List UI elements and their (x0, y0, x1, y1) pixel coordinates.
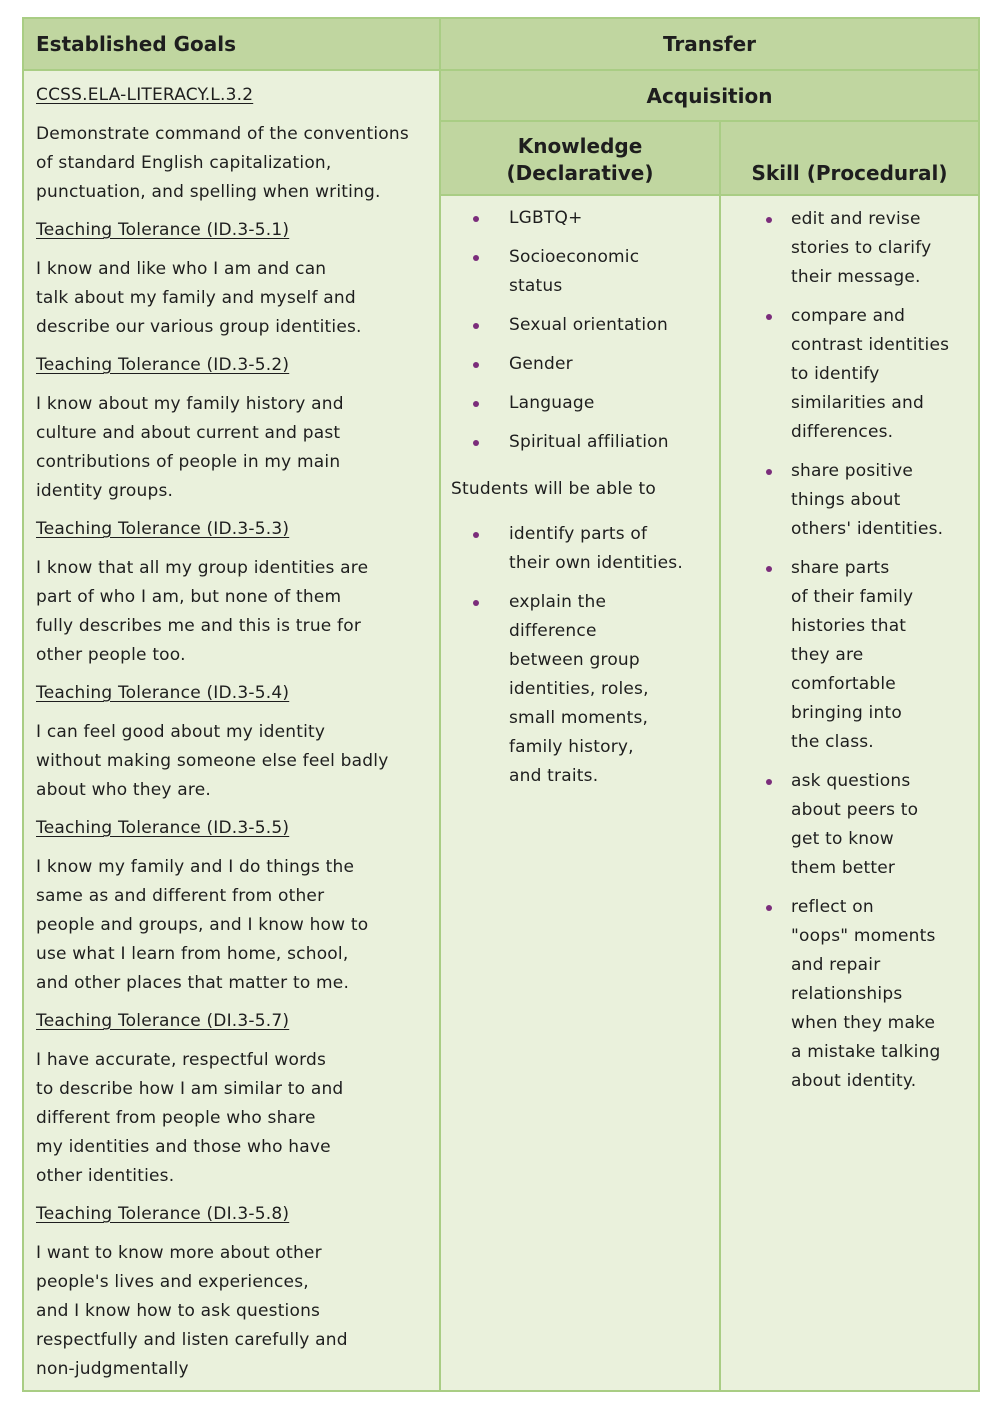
standard-link[interactable]: Teaching Tolerance (ID.3-5.5) (36, 818, 290, 838)
established-goals-header (22, 17, 441, 71)
acquisition-header (439, 69, 980, 122)
knowledge-cell (439, 194, 721, 1392)
skill-cell (719, 194, 980, 1392)
students-able-item: explain the difference between group identities, roles, small moments, family history, and traits. (451, 588, 719, 791)
students-able-item: identify parts of their own identities. (451, 520, 719, 578)
standard-link[interactable]: Teaching Tolerance (ID.3-5.1) (36, 220, 290, 240)
knowledge-item: Gender (451, 350, 719, 379)
standard-link[interactable]: Teaching Tolerance (ID.3-5.4) (36, 683, 290, 703)
standard-description: I can feel good about my identity without making someone else feel badly about who they are. (36, 722, 389, 800)
standard-description: I know my family and I do things the same as and different from other people and groups, and I know how to use what I learn from home, school, and other places that matter to me. (36, 857, 369, 993)
skill-item: ask questions about peers to get to know them better (731, 767, 978, 883)
transfer-title: Transfer (662, 32, 757, 56)
standard-description: I have accurate, respectful words to describe how I am similar to and different from people who share my identities and those who have other identities. (36, 1050, 344, 1186)
skill-title: Skill (Procedural) (751, 161, 948, 185)
skill-item: share positive things about others' identities. (731, 457, 978, 544)
students-able-list (451, 520, 719, 791)
standard-description: I know that all my group identities are part of who I am, but none of them fully describes me and this is true for other people too. (36, 558, 369, 665)
students-able-label: Students will be able to (451, 479, 656, 499)
knowledge-title: Knowledge (Declarative) (506, 134, 654, 185)
standard-description: I know about my family history and culture and about current and past contributions of people in my main identity groups. (36, 394, 344, 501)
transfer-header (439, 17, 980, 71)
knowledge-item: Language (451, 389, 719, 418)
standard-link[interactable]: Teaching Tolerance (ID.3-5.2) (36, 355, 290, 375)
established-goals-title: Established Goals (36, 32, 237, 56)
standard-description: Demonstrate command of the conventions of standard English capitalization, punctuation, and spelling when writing. (36, 124, 409, 202)
skill-list (731, 205, 978, 1096)
knowledge-item: Spiritual affiliation (451, 428, 719, 457)
knowledge-header (439, 120, 721, 196)
skill-item: edit and revise stories to clarify their message. (731, 205, 978, 292)
standard-link[interactable]: Teaching Tolerance (ID.3-5.3) (36, 519, 290, 539)
standard-description: I know and like who I am and can talk about my family and myself and describe our various group identities. (36, 259, 362, 337)
standard-link[interactable]: Teaching Tolerance (DI.3-5.8) (36, 1204, 290, 1224)
knowledge-item: Sexual orientation (451, 311, 719, 340)
knowledge-list (451, 204, 719, 457)
standard-link[interactable]: CCSS.ELA-LITERACY.L.3.2 (36, 85, 254, 105)
standard-link[interactable]: Teaching Tolerance (DI.3-5.7) (36, 1011, 290, 1031)
skill-header (719, 120, 980, 196)
knowledge-item: LGBTQ+ (451, 204, 719, 233)
knowledge-item: Socioeconomic status (451, 243, 719, 301)
established-goals-cell (22, 69, 441, 1392)
skill-item: compare and contrast identities to identify similarities and differences. (731, 302, 978, 447)
standard-description: I want to know more about other people's lives and experiences, and I know how to ask questions respectfully and listen carefully and non-judgmentally (36, 1243, 348, 1379)
skill-item: share parts of their family histories that they are comfortable bringing into the class. (731, 554, 978, 757)
skill-item: reflect on "oops" moments and repair relationships when they make a mistake talking about identity. (731, 893, 978, 1096)
acquisition-title: Acquisition (646, 83, 773, 108)
